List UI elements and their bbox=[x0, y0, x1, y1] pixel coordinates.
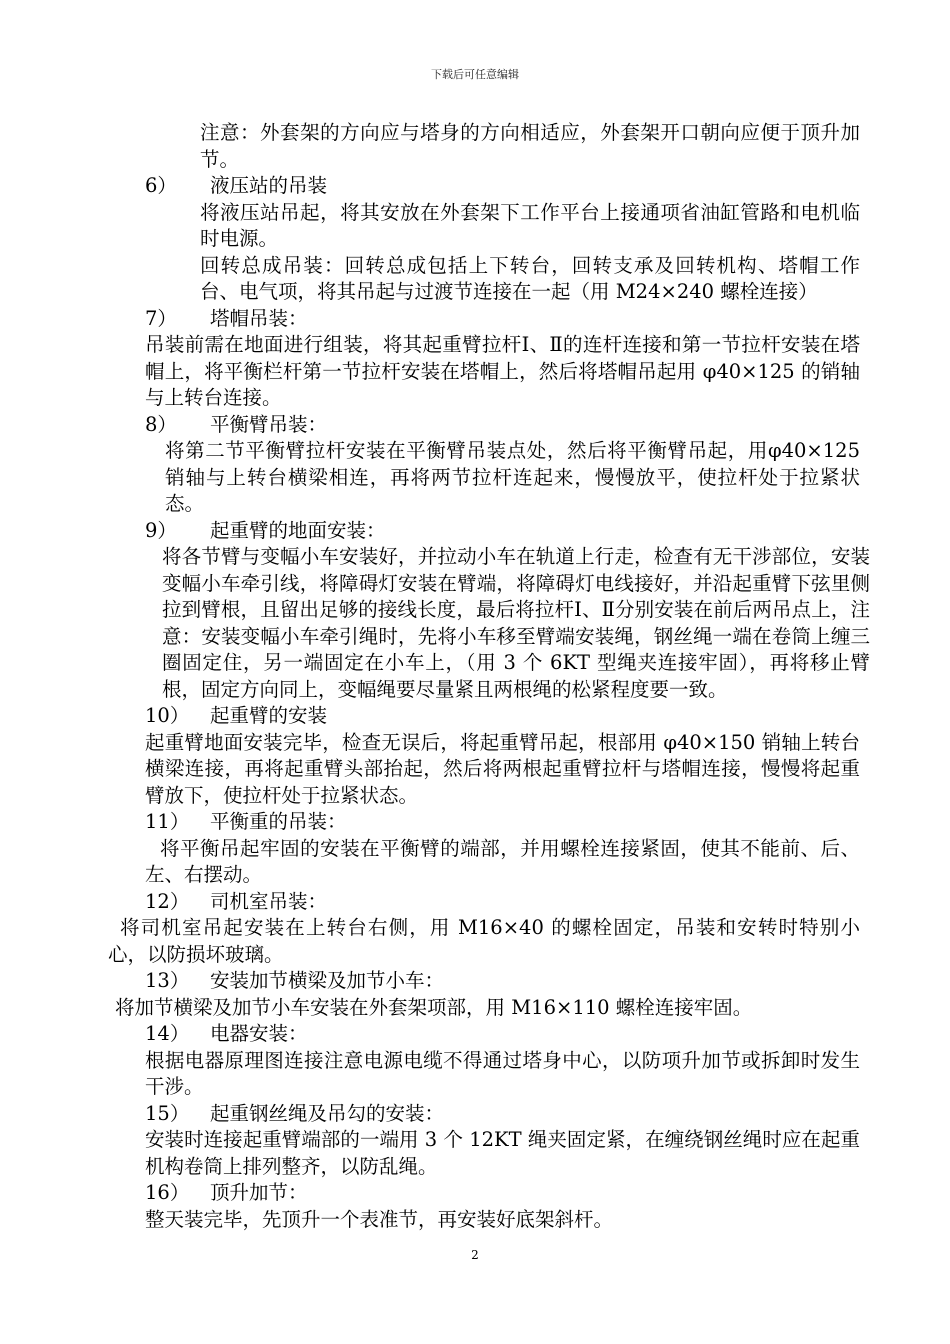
section-number: 8） bbox=[145, 412, 177, 436]
section-11-para: 将平衡吊起牢固的安装在平衡臂的端部，并用螺栓连接紧固，使其不能前、后、左、右摆动。 bbox=[145, 836, 860, 886]
section-13-heading bbox=[0, 968, 950, 995]
section-14-heading bbox=[0, 1021, 950, 1048]
section-title: 塔帽吊装： bbox=[210, 306, 308, 330]
section-title: 电器安装： bbox=[210, 1022, 308, 1045]
section-6-para-2: 回转总成吊装：回转总成包括上下转台，回转支承及回转机构、塔帽工作台、电气项，将其吊起与过渡节连接在一起（用 M24×240 螺栓连接） bbox=[200, 253, 860, 303]
section-8-heading bbox=[0, 412, 950, 439]
section-10-heading bbox=[0, 703, 950, 730]
section-title: 起重钢丝绳及吊勾的安装： bbox=[210, 1101, 445, 1125]
section-6-para-1: 将液压站吊起，将其安放在外套架下工作平台上接通项省油缸管路和电机临时电源。 bbox=[200, 200, 860, 250]
section-number: 10） bbox=[145, 704, 190, 727]
section-14-para: 根据电器原理图连接注意电源电缆不得通过塔身中心，以防项升加节或拆卸时发生干涉。 bbox=[145, 1048, 860, 1098]
section-number: 9） bbox=[145, 518, 177, 542]
document-body bbox=[0, 120, 950, 1233]
section-number: 11） bbox=[145, 810, 190, 833]
section-16-para: 整天装完毕，先顶升一个表准节，再安装好底架斜杆。 bbox=[145, 1207, 614, 1231]
section-15-heading bbox=[0, 1101, 950, 1128]
section-number: 14） bbox=[145, 1022, 190, 1045]
section-title: 平衡臂吊装： bbox=[210, 412, 328, 436]
section-7-heading bbox=[0, 306, 950, 333]
section-9-para: 将各节臂与变幅小车安装好，并拉动小车在轨道上行走，检查有无干涉部位，安装变幅小车牵引线，将障碍灯安装在臂端，将障碍灯电线接好，并沿起重臂下弦里侧拉到臂根，且留出足够的接线长度，最后将拉杆Ⅰ、Ⅱ分别安装在前后两吊点上，注意：安装变幅小车牵引绳时，先将小车移至臂端安装绳，钢丝绳一端在卷筒上缠三圈固定住，另一端固定在小车上，（用 3 个 6KT 型绳夹连接牢固），再将移止臂根，固定方向同上，变幅绳要尽量紧且两根绳的松紧程度要一致。 bbox=[162, 545, 870, 701]
section-title: 起重臂的安装 bbox=[210, 704, 328, 727]
section-title: 顶升加节： bbox=[210, 1181, 308, 1204]
section-number: 7） bbox=[145, 306, 177, 330]
section-11-heading bbox=[0, 809, 950, 836]
section-12-para: 将司机室吊起安装在上转台右侧，用 M16×40 的螺栓固定，吊装和安转时特别小心，以防损坏玻璃。 bbox=[108, 916, 860, 966]
section-8-para: 将第二节平衡臂拉杆安装在平衡臂吊装点处，然后将平衡臂吊起，用φ40×125 销轴与上转台横梁相连，再将两节拉杆连起来，慢慢放平，使拉杆处于拉紧状态。 bbox=[165, 439, 860, 515]
section-16-heading bbox=[0, 1180, 950, 1207]
section-7-para: 吊装前需在地面进行组装，将其起重臂拉杆Ⅰ、Ⅱ的连杆连接和第一节拉杆安装在塔帽上，将平衡栏杆第一节拉杆安装在塔帽上，然后将塔帽吊起用 φ40×125 的销轴与上转台连接。 bbox=[145, 333, 860, 409]
section-12-heading bbox=[0, 889, 950, 916]
intro-note: 注意：外套架的方向应与塔身的方向相适应，外套架开口朝向应便于顶升加节。 bbox=[200, 121, 860, 171]
section-15-para: 安装时连接起重臂端部的一端用 3 个 12KT 绳夹固定紧，在缠绕钢丝绳时应在起重机构卷筒上排列整齐，以防乱绳。 bbox=[145, 1128, 860, 1178]
page-header: 下载后可任意编辑 bbox=[431, 68, 519, 81]
section-title: 平衡重的吊装： bbox=[210, 810, 347, 833]
section-number: 13） bbox=[145, 969, 190, 992]
page-number: 2 bbox=[471, 1248, 479, 1262]
section-number: 15） bbox=[145, 1101, 190, 1125]
section-title: 安装加节横梁及加节小车： bbox=[210, 969, 445, 992]
section-13-para: 将加节横梁及加节小车安装在外套架项部，用 M16×110 螺栓连接牢固。 bbox=[115, 995, 753, 1019]
section-6-heading bbox=[0, 173, 950, 200]
section-number: 12） bbox=[145, 889, 190, 913]
section-number: 16） bbox=[145, 1181, 190, 1204]
section-title: 起重臂的地面安装： bbox=[210, 518, 386, 542]
section-title: 司机室吊装： bbox=[210, 889, 328, 913]
section-10-para: 起重臂地面安装完毕，检查无误后，将起重臂吊起，根部用 φ40×150 销轴上转台横梁连接，再将起重臂头部抬起，然后将两根起重臂拉杆与塔帽连接，慢慢将起重臂放下，使拉杆处于拉紧状态。 bbox=[145, 730, 860, 807]
section-9-heading bbox=[0, 518, 950, 545]
section-number: 6） bbox=[145, 174, 177, 197]
section-title: 液压站的吊装 bbox=[210, 174, 328, 197]
